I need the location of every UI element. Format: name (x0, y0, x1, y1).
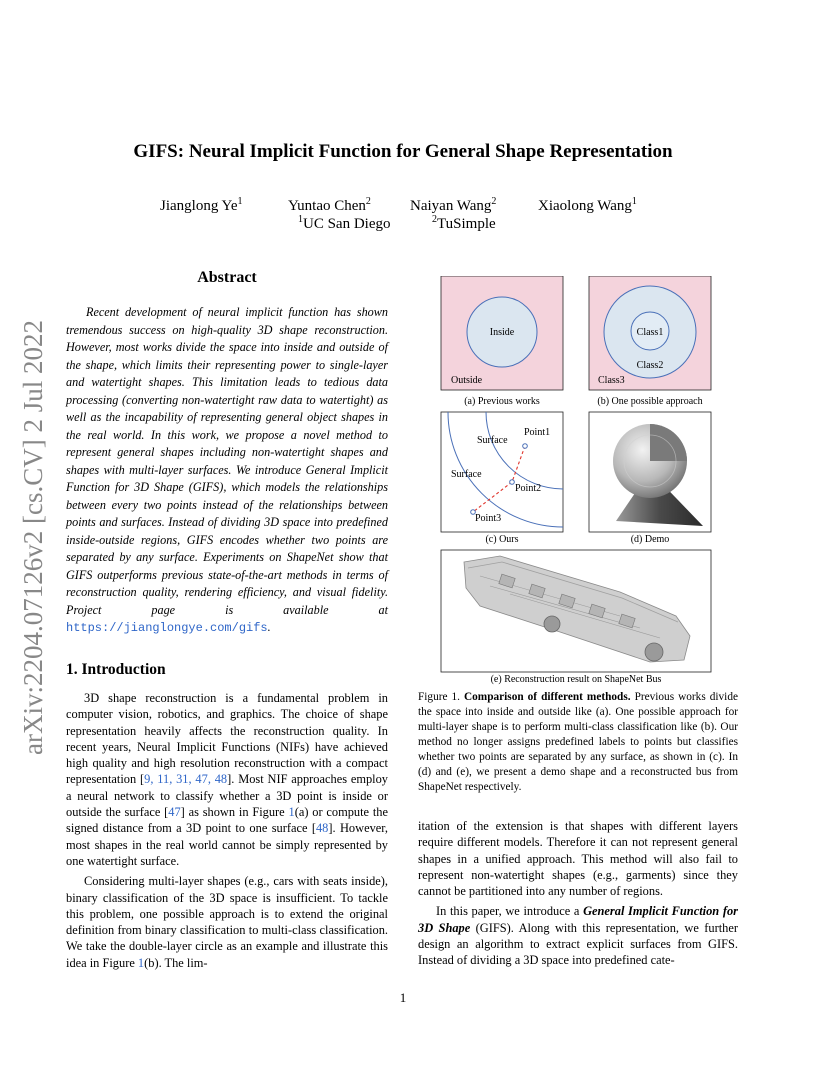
intro-column-right (418, 818, 738, 973)
panel-e-bus-reconstruction (441, 550, 711, 672)
author-4: Xiaolong Wang$^1$ (538, 196, 637, 214)
figure-1-caption: Figure 1. Comparison of different methods. Previous works divide the space into inside and outside like (a). One possible approach for multi-layer shape is to perform multi-class classification like (b). Our method no longer assigns predefined labels to points but classifies whether two points are separated by any surface, as shown in (c). In (d) and (e), we present a demo shape and a reconstructed bus from ShapeNet respectively. (418, 691, 738, 793)
label-class1: Class1 (636, 327, 664, 338)
caption-d: (d) Demo (630, 534, 670, 545)
caption-a: (a) Previous works (464, 396, 540, 407)
panel-d-demo (589, 412, 711, 545)
affiliation-2: $^2$TuSimple (432, 214, 496, 232)
author-1: Jianglong Ye$^1$ (160, 196, 243, 214)
citation-link[interactable]: 48 (315, 821, 329, 836)
right-paragraph-1: itation of the extension is that shapes with different layers require different models. Therefore it can not represent general shapes in a unified approach. This method will also fail to represent non-watertight shapes (e.g., garments) since they cannot be partitioned into any number of regions. (418, 819, 738, 899)
label-outside: Outside (451, 375, 483, 386)
intro-paragraph-1: 3D shape reconstruction is a fundamental problem in computer vision, robotics, and graphics. The choice of shape representation heavily affects the reconstruction quality. In recent years, Neural Implicit Functions (NIFs) have achieved high quality and high resolution reconstruction with a compact representation [9, 11, 31, 47, 48]. Most NIF approaches employ a neural network to classify whether a 3D point is inside or outside the surface [47] as shown in Figure 1(a) or compute the signed distance from a 3D point to one surface [48]. However, most shapes in the real world cannot be simply represented by one watertight surface. (66, 691, 389, 868)
panel-c-ours (441, 412, 563, 545)
affiliation-1: $^1$UC San Diego (298, 214, 391, 232)
figure-1 (440, 276, 712, 676)
label-class2: Class2 (636, 360, 664, 371)
abstract-body: Recent development of neural implicit function has shown tremendous success on high-quality 3D shape reconstruction. However, most works divide the space into inside and outside of the shape, which limits their representing power to single-layer and watertight shapes. This limitation leads to tedious data processing (converting non-watertight raw data to watertight) as well as the incapability of representing general object shapes in the real world. In this work, we propose a novel method to represent general shapes including non-watertight shapes and shapes with multi-layer surfaces. We introduce General Implicit Function for 3D Shape (GIFS), which models the relationships between every two points instead of the relationships between points and surfaces. Instead of dividing 3D space into predefined inside-outside regions, GIFS encodes whether two points are separated by any surface. Experiments on ShapeNet show that GIFS outperforms previous state-of-the-art methods in terms of reconstruction quality, rendering efficiency, and visual fidelity. Project page is available at https://jianglongye.com/gifs. (66, 305, 388, 635)
page-number: 1 (399, 990, 407, 1005)
arxiv-id: arXiv:2204.07126v2 [cs.CV] 2 Jul 2022 (18, 320, 48, 755)
label-surface-inner: Surface (477, 435, 508, 446)
panel-a-previous-works (441, 276, 563, 407)
label-point3: Point3 (475, 513, 502, 524)
figure-link[interactable]: 1 (288, 805, 295, 820)
caption-b: (b) One possible approach (597, 396, 703, 407)
panel-b-multiclass (589, 276, 711, 407)
section-heading-introduction: 1. Introduction (66, 661, 166, 678)
label-surface-outer: Surface (451, 469, 482, 480)
paper-title: GIFS: Neural Implicit Function for General Shape Representation (133, 141, 673, 162)
author-2: Yuntao Chen$^2$ (288, 196, 371, 214)
arxiv-stamp (6, 300, 50, 760)
caption-c: (c) Ours (485, 534, 519, 545)
citation-link[interactable]: 47 (168, 805, 181, 820)
author-3: Naiyan Wang$^2$ (410, 196, 497, 214)
right-paragraph-2: In this paper, we introduce a General Implicit Function for 3D Shape (GIFS). Along with this representation, we further design an algorithm to extract explicit surfaces from GIFS. Instead of dividing a 3D space into predefined cate- (418, 904, 738, 968)
abstract-heading: Abstract (197, 269, 257, 286)
label-inside: Inside (489, 327, 515, 338)
label-class3: Class3 (598, 375, 625, 386)
project-link[interactable]: https://jianglongye.com/gifs (66, 621, 268, 635)
label-point1: Point1 (524, 427, 551, 438)
intro-paragraph-2: Considering multi-layer shapes (e.g., cars with seats inside), binary classification of the 3D space is insufficient. To tackle this problem, one possible approach is to extend the original definition from binary classification to multi-class classification. We take the double-layer circle as an example and illustrate this idea in Figure 1(b). The lim- (66, 874, 388, 970)
figure-link[interactable]: 1 (137, 955, 145, 970)
label-point2: Point2 (515, 483, 542, 494)
citation-link[interactable]: 9, 11, 31, 47, 48 (144, 772, 228, 787)
caption-e: (e) Reconstruction result on ShapeNet Bus (490, 674, 662, 685)
intro-column-left (66, 690, 388, 975)
